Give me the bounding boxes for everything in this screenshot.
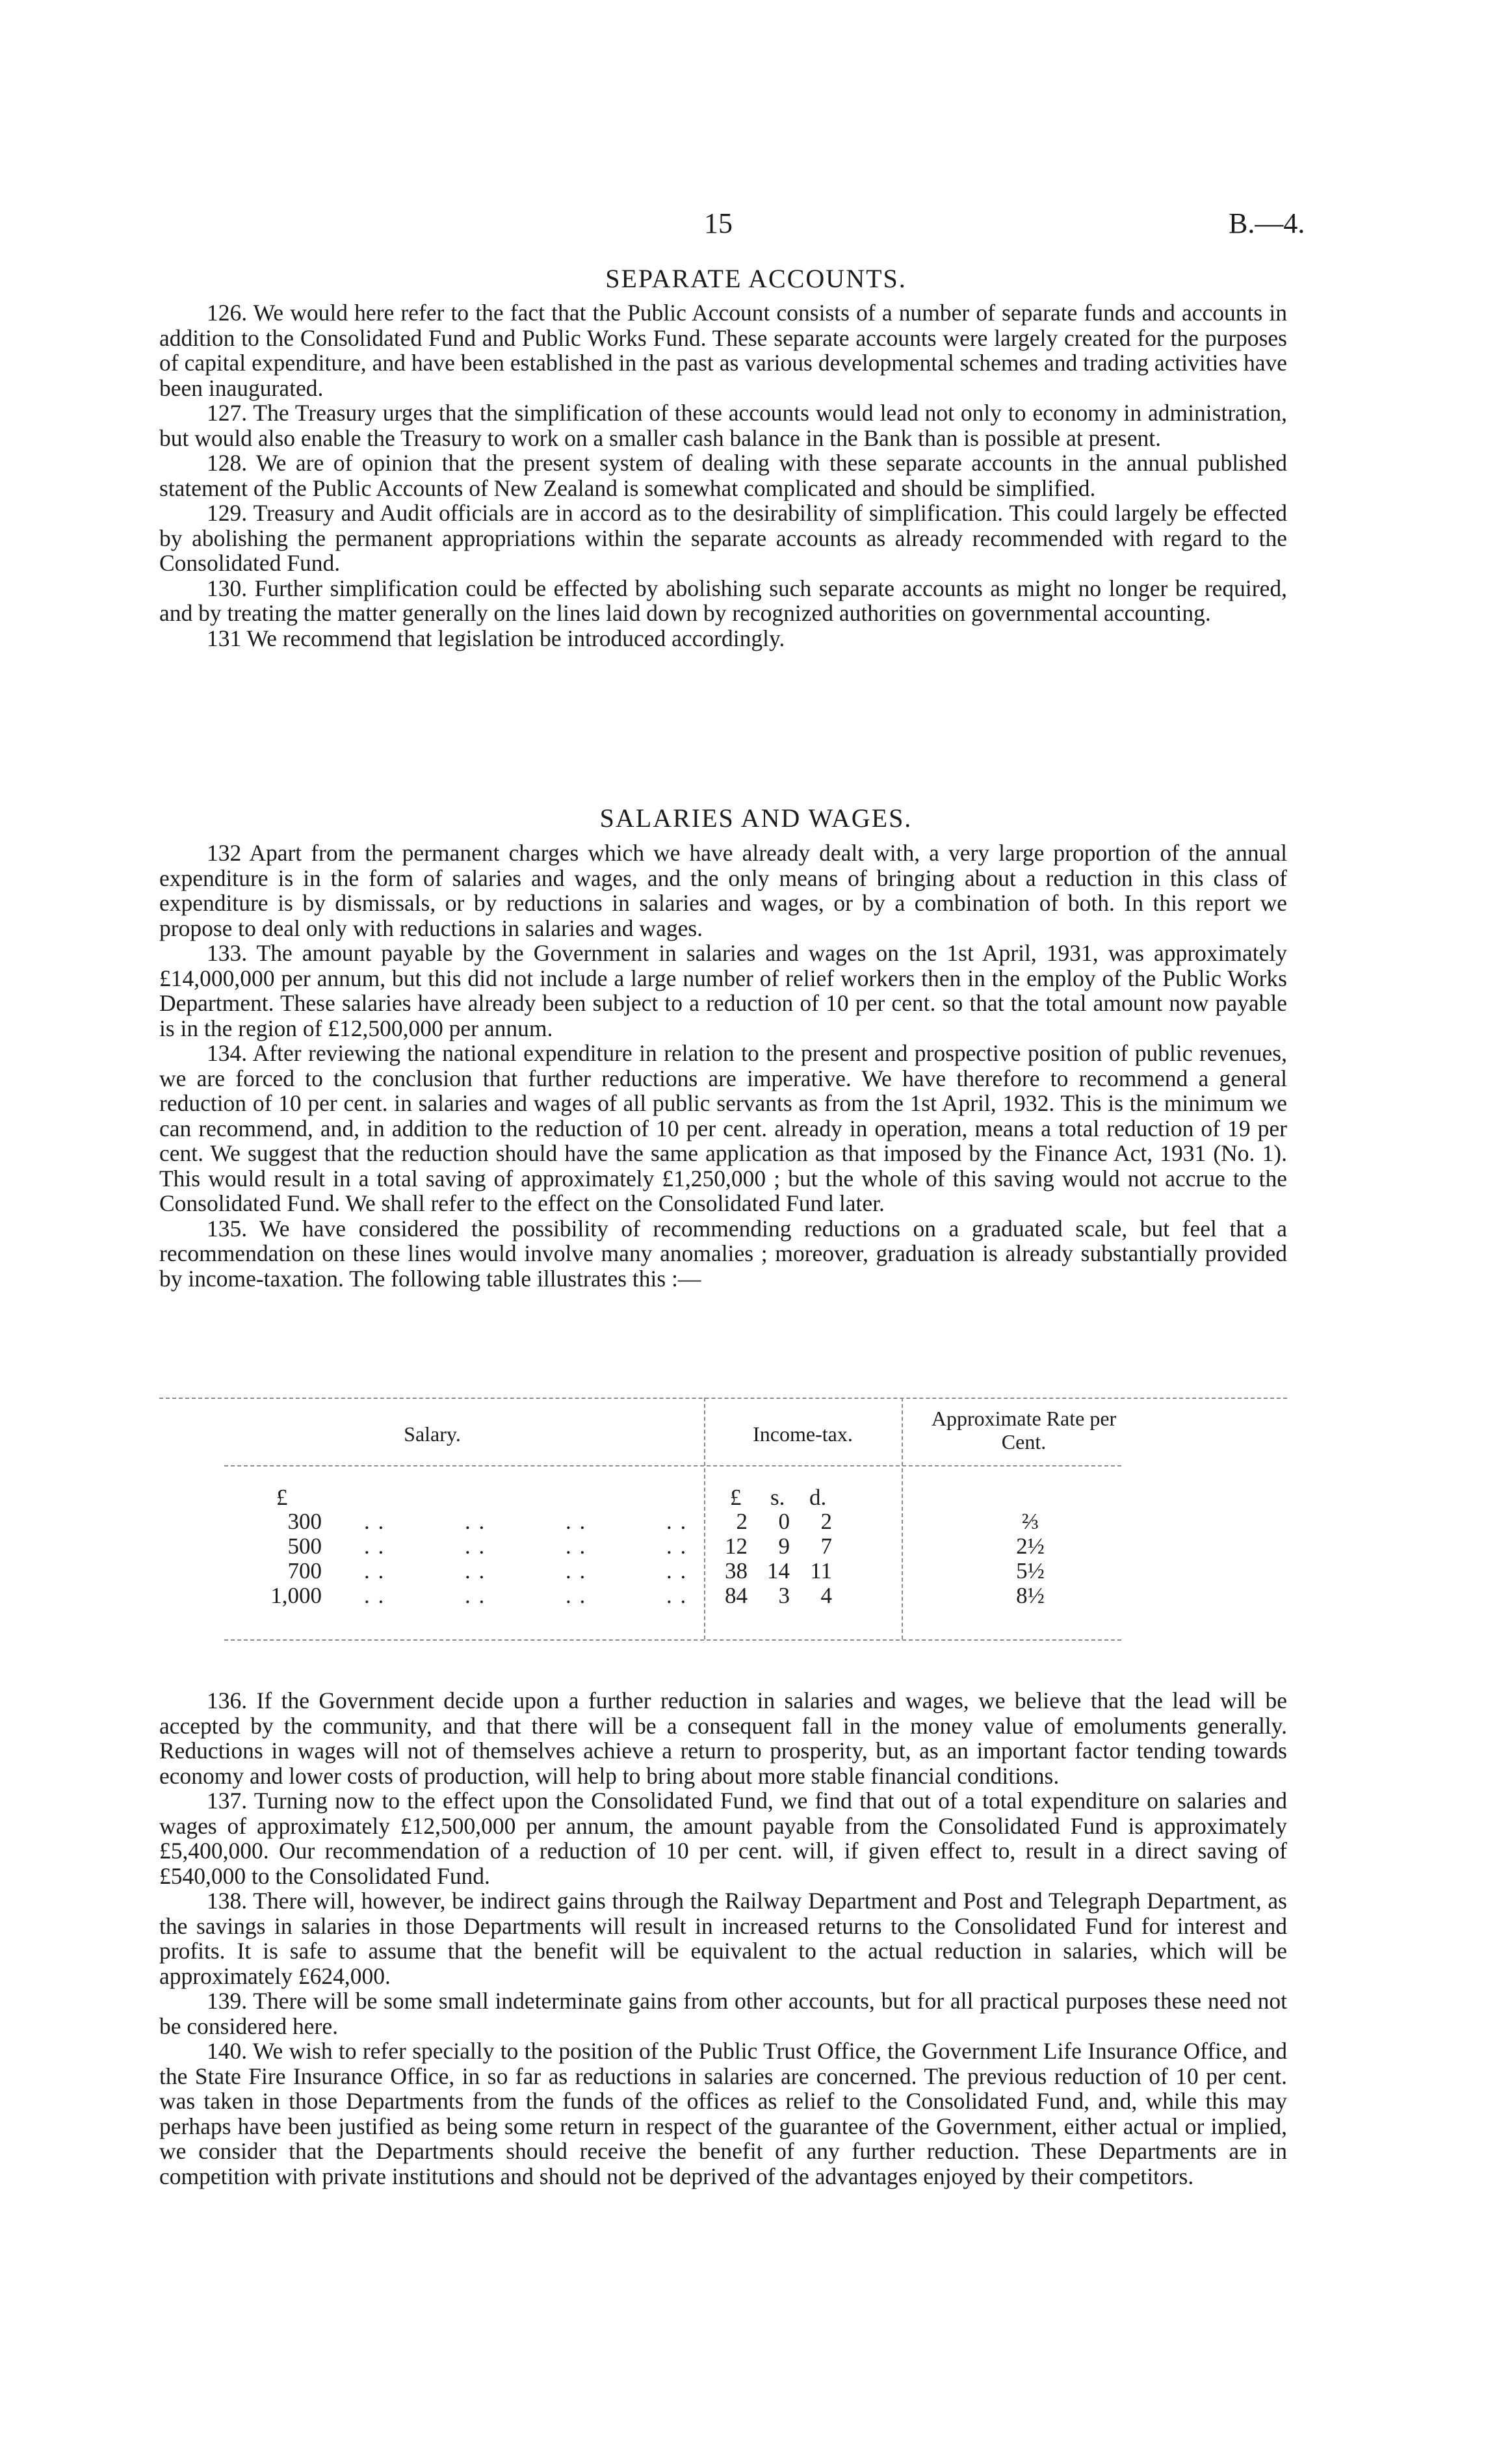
paragraph-132: 132 Apart from the permanent charges which we have already dealt with, a very large proportion of the annual expenditure is in the form of salaries and wages, and the only means of bringing about a reduction in this class of expenditure is by dismissals, or by reductions in salaries and wages, or by a combination of both. In this report we propose to deal only with reductions in salaries and wages. [159,840,1287,941]
paragraph-133: 133. The amount payable by the Government in salaries and wages on the 1st April, 1931, was approximately £14,000,000 per annum, but this did not include a large number of relief workers then in the employ of the Public Works Department. These salaries have already been subject to a reduction of 10 per cent. so that the total amount now payable is in the region of £12,500,000 per annum. [159,940,1287,1041]
section-heading-salaries-and-wages: SALARIES AND WAGES. [599,803,913,833]
tax-pence: 7 [820,1533,832,1559]
tax-shillings: 3 [778,1583,790,1608]
paragraph-128: 128. We are of opinion that the present system of dealing with these separate accounts in the annual published statement of the Public Accounts of New Zealand is somewhat complicated and should be simplified. [159,450,1287,501]
shillings-unit: s. [770,1485,785,1510]
paragraph-140: 140. We wish to refer specially to the position of the Public Trust Office, the Government Life Insurance Office, and the State Fire Insurance Office, in so far as reductions in salaries are concerned. The previous reduction of 10 per cent. was taken in those Departments from the funds of the offices as relief to the Consolidated Fund, and, while this may perhaps have been justified as being some return in respect of the guarantee of the Government, either actual or implied, we consider that the Departments should receive the benefit of any further reduction. These Departments are in competition with private institutions and should not be deprived of the advantages enjoyed by their competitors. [159,2038,1287,2189]
paragraph-130: 130. Further simplification could be effected by abolishing such separate accounts as might no longer be required, and by treating the matter generally on the lines laid down by recognized authorities on governmental accounting. [159,575,1287,626]
column-header-rate: Approximate Rate per Cent. [931,1407,1117,1453]
approximate-rate: ⅔ [1021,1509,1039,1534]
table-top-rule [159,1398,1287,1399]
salary-value: 700 [287,1558,322,1583]
paragraph-127: 127. The Treasury urges that the simplification of these accounts would lead not only to economy in administration, but would also enable the Treasury to work on a smaller cash balance in the Bank than is possible at present. [159,400,1287,451]
leader-dots: . . [364,1583,385,1608]
leader-dots: . . [566,1533,587,1559]
leader-dots: . . [465,1558,486,1583]
approximate-rate: 5½ [1016,1558,1045,1583]
column-header-income-tax: Income-tax. [753,1422,853,1446]
paragraph-126: 126. We would here refer to the fact that the Public Account consists of a number of separate funds and accounts in addition to the Consolidated Fund and Public Works Fund. These separate accounts were largely created for the purposes of capital expenditure, and have been established in the past as various developmental schemes and trading activities have been inaugurated. [159,300,1287,401]
paragraph-137: 137. Turning now to the effect upon the Consolidated Fund, we find that out of a total expenditure on salaries and wages of approximately £12,500,000 per annum, the amount payable from the Consolidated Fund is approximately £5,400,000. Our recommendation of a reduction of 10 per cent. will, if given effect to, result in a direct saving of £540,000 to the Consolidated Fund. [159,1788,1287,1889]
paragraph-134: 134. After reviewing the national expenditure in relation to the present and prospective position of public revenues, we are forced to the conclusion that further reductions are imperative. We have therefore to recommend a general reduction of 10 per cent. in salaries and wages of all public servants as from the 1st April, 1932. This is the minimum we can recommend, and, in addition to the reduction of 10 per cent. already in operation, means a total reduction of 19 per cent. We suggest that the reduction should have the same application as that imposed by the Finance Act, 1931 (No. 1). This would result in a total saving of approximately £1,250,000 ; but the whole of this saving would not accrue to the Consolidated Fund. We shall refer to the effect on the Consolidated Fund later. [159,1040,1287,1216]
leader-dots: . . [465,1583,486,1608]
leader-dots: . . [566,1558,587,1583]
table-header-rule [224,1465,1121,1466]
separate-accounts-body [159,300,1287,651]
after-table-body [159,1688,1287,2189]
tax-pounds: 2 [736,1509,748,1534]
paragraph-129: 129. Treasury and Audit officials are in accord as to the desirability of simplification. This could largely be effected by abolishing the permanent appropriations within the separate accounts as already recommended with regard to the Consolidated Fund. [159,500,1287,576]
paragraph-131: 131 We recommend that legislation be introduced accordingly. [207,625,785,651]
tax-pence: 2 [820,1509,832,1534]
salary-value: 1,000 [270,1583,322,1608]
tax-shillings: 9 [778,1533,790,1559]
paragraph-135: 135. We have considered the possibility of recommending reductions on a graduated scale, but feel that a recommendation on these lines would involve many anomalies ; moreover, graduation is already substantially provided by income-taxation. The following table illustrates this :— [159,1215,1287,1292]
approximate-rate: 2½ [1016,1533,1045,1559]
tax-pounds: 12 [725,1533,748,1559]
column-header-salary: Salary. [404,1422,461,1446]
tax-pounds: 38 [725,1558,748,1583]
tax-pence: 11 [810,1558,832,1583]
approximate-rate: 8½ [1016,1583,1045,1608]
leader-dots: . . [566,1583,587,1608]
salaries-and-wages-body [159,841,1287,1291]
tax-shillings: 14 [767,1558,790,1583]
section-heading-separate-accounts: SEPARATE ACCOUNTS. [605,264,907,293]
table-column-divider [902,1398,903,1639]
page-number: 15 [704,207,733,239]
salary-value: 300 [287,1509,322,1534]
leader-dots: . . [666,1583,688,1608]
leader-dots: . . [666,1533,688,1559]
salary-value: 500 [287,1533,322,1559]
leader-dots: . . [465,1509,486,1534]
paragraph-138: 138. There will, however, be indirect gains through the Railway Department and Post and Telegraph Department, as the savings in salaries in those Departments will result in increased returns to the Consolidated Fund for interest and profits. It is safe to assume that the benefit will be equivalent to the actual reduction in salaries, which will be approximately £624,000. [159,1888,1287,1989]
tax-pence: 4 [820,1583,832,1608]
leader-dots: . . [566,1509,587,1534]
paragraph-136: 136. If the Government decide upon a further reduction in salaries and wages, we believe that the lead will be accepted by the community, and that there will be a consequent fall in the money value of emoluments generally. Reductions in wages will not of themselves achieve a return to prosperity, but, as an important factor tending towards economy and lower costs of production, will help to bring about more stable financial conditions. [159,1688,1287,1789]
document-reference: B.—4. [1229,207,1305,239]
pence-unit: d. [809,1485,827,1510]
income-tax-table [159,1398,1287,1671]
pounds-unit: £ [730,1485,742,1510]
leader-dots: . . [465,1533,486,1559]
leader-dots: . . [666,1558,688,1583]
leader-dots: . . [364,1558,385,1583]
paragraph-139: 139. There will be some small indeterminate gains from other accounts, but for all practical purposes these need not be considered here. [159,1988,1287,2039]
tax-shillings: 0 [778,1509,790,1534]
tax-pounds: 84 [725,1583,748,1608]
leader-dots: . . [364,1509,385,1534]
salary-unit: £ [276,1485,288,1510]
table-bottom-rule [224,1639,1121,1641]
leader-dots: . . [364,1533,385,1559]
leader-dots: . . [666,1509,688,1534]
